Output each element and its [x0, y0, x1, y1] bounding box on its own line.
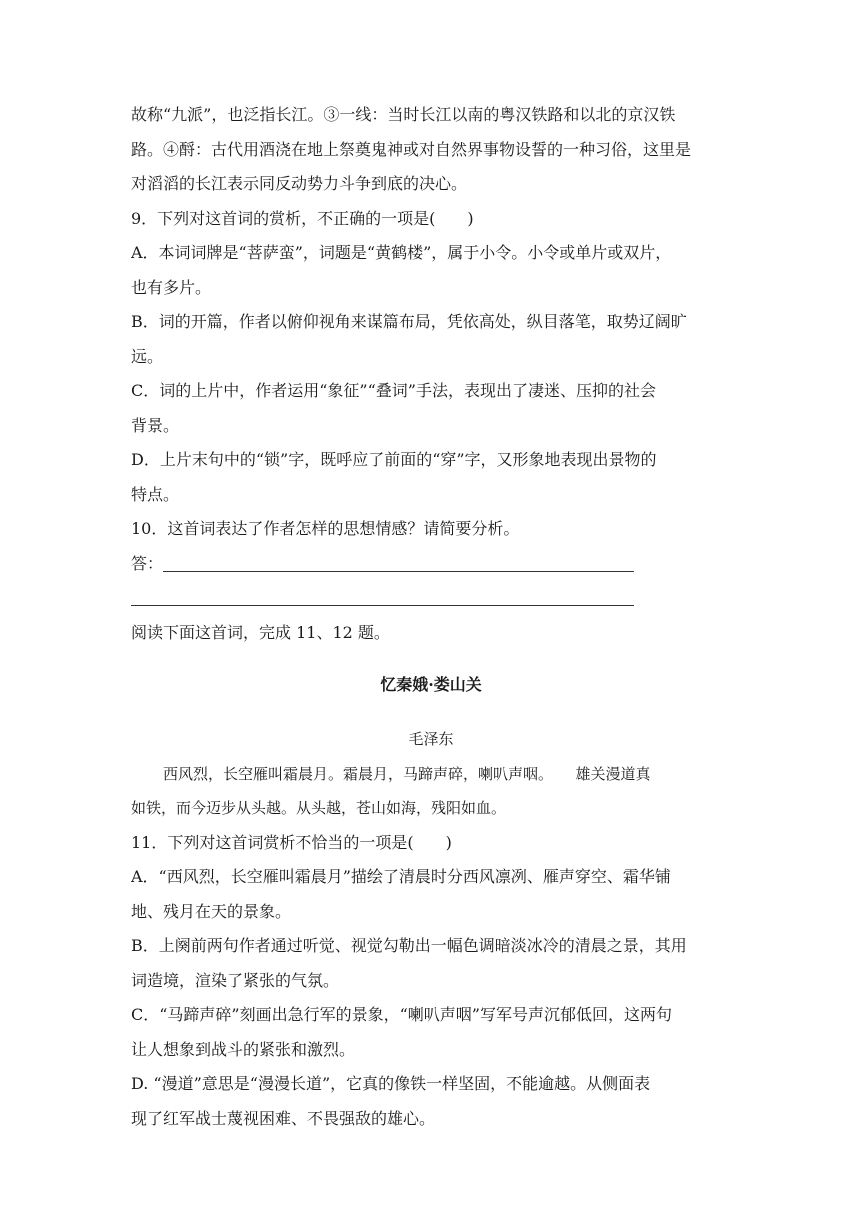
answer-line — [131, 547, 731, 582]
reading-intro: 阅读下面这首词，完成 11、12 题。 — [131, 622, 390, 642]
poem-title: 忆秦娥·娄山关 — [380, 675, 482, 694]
answer-label: 答： — [131, 553, 164, 573]
question-10-stem: 10．这首词表达了作者怎样的思想情感？请简要分析。 — [131, 519, 520, 538]
question-11-option-b-cont: 词造境，渲染了紧张的气氛。 — [131, 970, 340, 990]
question-9-stem: 9．下列对这首词的赏析，不正确的一项是( ) — [131, 208, 474, 228]
question-11-option-b: B．上阕前两句作者通过听觉、视觉勾勒出一幅色调暗淡冰冷的清晨之景，其用 — [131, 936, 687, 955]
question-9-option-d-cont: 特点。 — [131, 484, 180, 504]
document-body — [131, 98, 731, 1136]
question-9-option-b: B．词的开篇，作者以俯仰视角来谋篇布局，凭依高处，纵目落笔，取势辽阔旷 — [131, 312, 687, 331]
answer-line — [131, 581, 731, 616]
question-9-option-b-cont: 远。 — [131, 346, 164, 366]
question-9-option-a: A．本词词牌是“菩萨蛮”，词题是“黄鹤楼”，属于小令。小令或单片或双片， — [131, 243, 672, 262]
answer-rule — [163, 571, 634, 572]
question-11-stem: 11．下列对这首词赏析不恰当的一项是( ) — [131, 832, 452, 852]
poem-line: 如铁，而今迈步从头越。从头越，苍山如海，残阳如血。 — [131, 799, 507, 817]
question-9-option-d: D．上片末句中的“锁”字，既呼应了前面的“穿”字，又形象地表现出景物的 — [131, 450, 657, 469]
question-11-option-a: A．“西风烈，长空雁叫霜晨月”描绘了清晨时分西风凛冽、雁声穿空、霜华铺 — [131, 867, 671, 886]
note-text: 故称“九派”，也泛指长江。③一线：当时长江以南的粤汉铁路和以北的京汉铁 — [131, 105, 676, 124]
question-9-option-a-cont: 也有多片。 — [131, 277, 212, 297]
question-9-option-c-cont: 背景。 — [131, 415, 180, 435]
question-11-option-d: D. “漫道”意思是“漫漫长道”，它真的像铁一样坚固，不能逾越。从侧面表 — [131, 1074, 651, 1093]
question-11-option-a-cont: 地、残月在天的景象。 — [131, 901, 292, 921]
note-text: 路。④酹：古代用酒浇在地上祭奠鬼神或对自然界事物设誓的一种习俗，这里是 — [131, 139, 692, 159]
question-11-option-c-cont: 让人想象到战斗的紧张和激烈。 — [131, 1039, 356, 1059]
poem-author: 毛泽东 — [408, 730, 454, 748]
question-9-option-c: C．词的上片中，作者运用“象征”“叠词”手法，表现出了凄迷、压抑的社会 — [131, 381, 656, 400]
note-text: 对滔滔的长江表示同反动势力斗争到底的决心。 — [131, 174, 468, 193]
answer-rule — [131, 605, 634, 606]
question-11-option-c: C．“马蹄声碎”刻画出急行军的景象，“喇叭声咽”写军号声沉郁低回，这两句 — [131, 1005, 672, 1024]
question-11-option-d-cont: 现了红军战士蔑视困难、不畏强敌的雄心。 — [131, 1108, 436, 1128]
poem-line: 西风烈，长空雁叫霜晨月。霜晨月，马蹄声碎，喇叭声咽。 雄关漫道真 — [163, 764, 651, 783]
